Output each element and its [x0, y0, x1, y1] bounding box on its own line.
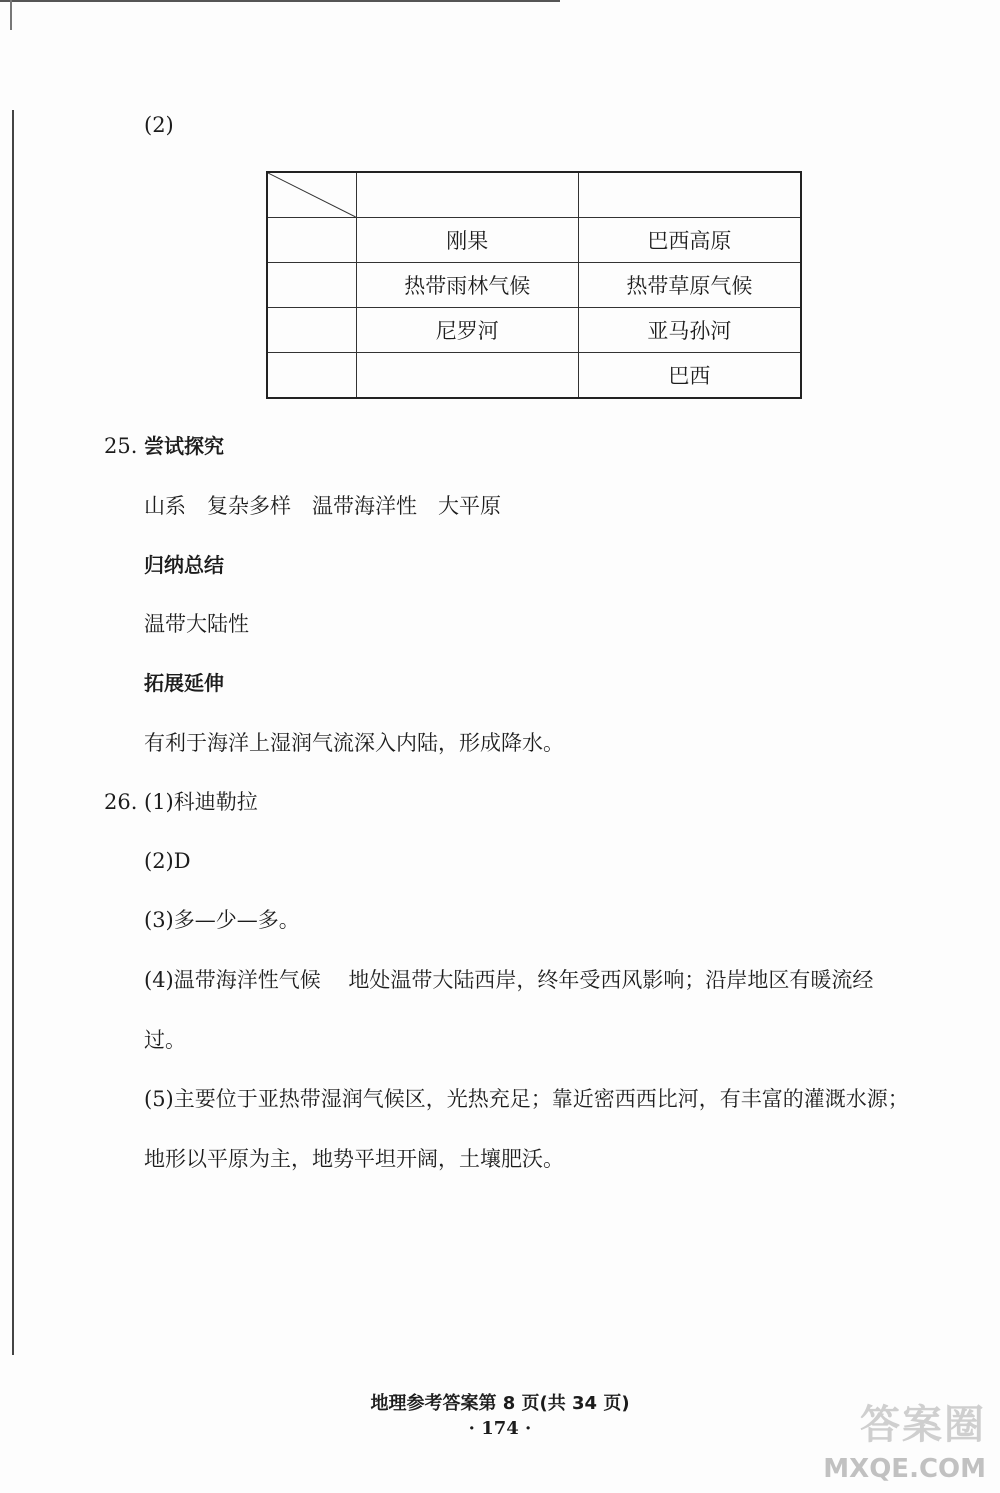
table-header-diagonal-cell: [267, 172, 356, 218]
table-cell: [356, 172, 578, 218]
table-cell: 尼罗河: [356, 308, 578, 353]
footer-title: 地理参考答案第 8 页(共 34 页): [370, 1393, 630, 1414]
table-cell: 巴西高原: [578, 218, 801, 263]
q26-part-2: (2)D: [144, 849, 191, 873]
left-margin-rule: [12, 110, 14, 1355]
table-cell: 刚果: [356, 218, 578, 263]
table-cell: [267, 308, 356, 353]
q26-part-4-line-2: 过。: [144, 1028, 186, 1052]
diagonal-line: [268, 173, 356, 217]
question-26-number: 26.: [104, 790, 138, 814]
q26-part-1: (1)科迪勒拉: [144, 790, 258, 814]
q26-part-5-line-2: 地形以平原为主，地势平坦开阔，土壤肥沃。: [144, 1147, 564, 1171]
answer-table: [266, 171, 802, 399]
table-cell: [267, 218, 356, 263]
watermark-url: MXQE.COM: [823, 1454, 986, 1484]
table-row: [267, 218, 801, 263]
table-row: [267, 172, 801, 218]
watermark-mark: 答案圈: [860, 1402, 986, 1448]
table-cell: 热带草原气候: [578, 263, 801, 308]
table-cell: [267, 353, 356, 399]
q25-heading-explore: 尝试探究: [144, 434, 224, 458]
section-2-label: (2): [144, 113, 174, 137]
table-row: [267, 308, 801, 353]
q25-answer-extension: 有利于海洋上湿润气流深入内陆，形成降水。: [144, 731, 564, 755]
q25-heading-extension: 拓展延伸: [144, 671, 224, 695]
table-cell: [267, 263, 356, 308]
left-margin-rule-top: [10, 0, 12, 30]
table-cell: [356, 353, 578, 399]
q26-part-3: (3)多—少—多。: [144, 908, 300, 932]
table-row: [267, 263, 801, 308]
watermark-logo: [820, 1393, 992, 1488]
q26-part-5-line-1: (5)主要位于亚热带湿润气候区，光热充足；靠近密西西比河，有丰富的灌溉水源；: [144, 1087, 909, 1111]
table-row: [267, 353, 801, 399]
table-cell: 巴西: [578, 353, 801, 399]
q25-heading-summary: 归纳总结: [144, 553, 224, 577]
page-top-edge: [0, 0, 560, 2]
q25-answer-summary: 温带大陆性: [144, 612, 249, 636]
q25-answer-explore: 山系 复杂多样 温带海洋性 大平原: [144, 494, 501, 518]
q26-part-4-line-1: (4)温带海洋性气候 地处温带大陆西岸，终年受西风影响；沿岸地区有暖流经: [144, 968, 874, 992]
table-cell: 热带雨林气候: [356, 263, 578, 308]
table-cell: 亚马孙河: [578, 308, 801, 353]
footer-page-number: · 174 ·: [468, 1418, 532, 1439]
table-cell: [578, 172, 801, 218]
question-25-number: 25.: [104, 434, 138, 458]
